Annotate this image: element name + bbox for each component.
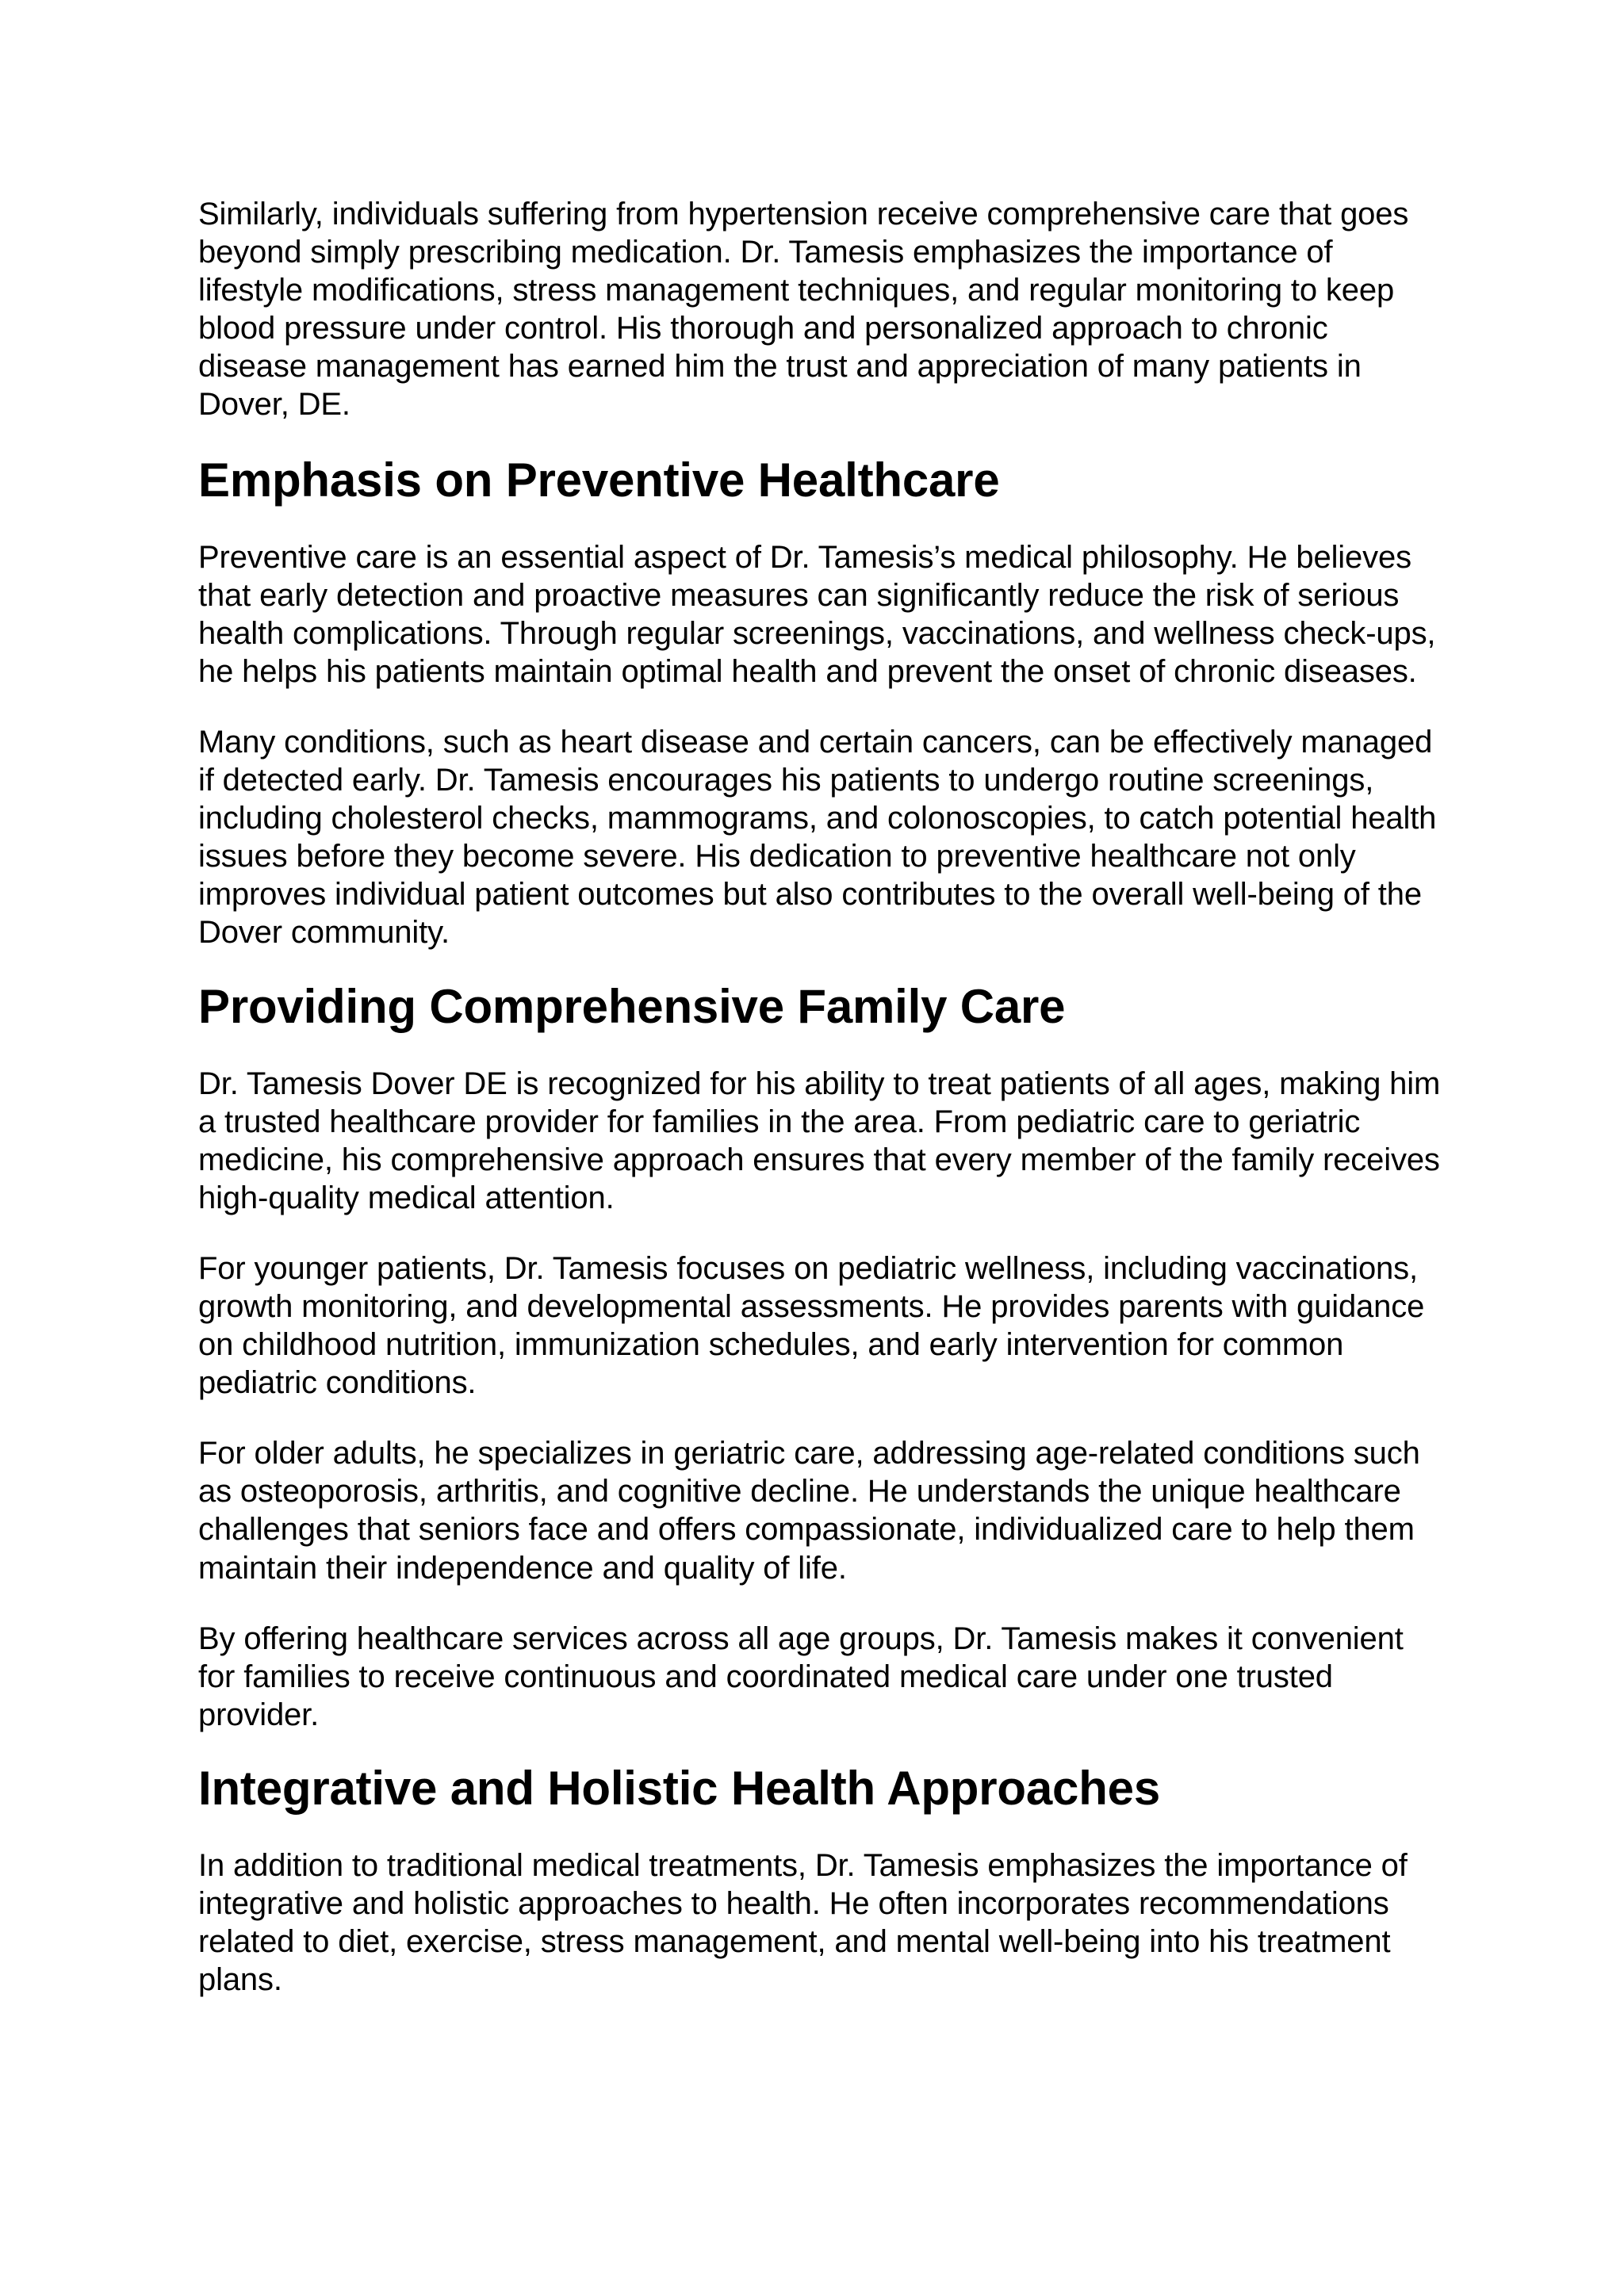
paragraph-preventive-2: Many conditions, such as heart disease and certain cancers, can be effectively managed if detected early. Dr. Tamesis encourages his patients to undergo routine screenings, including cholesterol checks, mammograms, and colonoscopies, to catch potential health issues before they become severe. His dedication to preventive healthcare not only improves individual patient outcomes but also contributes to the overall well-being of the Dover community. [198, 724, 1437, 951]
intro-paragraph: Similarly, individuals suffering from hypertension receive comprehensive care that goes beyond simply prescribing medication. Dr. Tamesis emphasizes the importance of lifestyle modifications, stress management techniques, and regular monitoring to keep blood pressure under control. His thorough and personalized approach to chronic disease management has earned him the trust and appreciation of many patients in Dover, DE. [198, 197, 1409, 423]
paragraph-family-3: For older adults, he specializes in geriatric care, addressing age-related conditions such as osteoporosis, arthritis, and cognitive decline. He understands the unique healthcare challenges that seniors face and offers compassionate, individualized care to help them maintain their independence and quality of life. [198, 1436, 1420, 1586]
section-heading-family-care: Providing Comprehensive Family Care [198, 979, 1066, 1033]
paragraph-preventive-1: Preventive care is an essential aspect of Dr. Tamesis’s medical philosophy. He believes that early detection and proactive measures can significantly reduce the risk of serious health complications. Through regular screenings, vaccinations, and wellness check-ups, he helps his patients maintain optimal health and prevent the onset of chronic diseases. [198, 539, 1436, 689]
section-heading-holistic-health: Integrative and Holistic Health Approaches [198, 1761, 1160, 1815]
section-heading-preventive-healthcare: Emphasis on Preventive Healthcare [198, 453, 1000, 507]
document-page [198, 195, 1443, 1999]
paragraph-family-2: For younger patients, Dr. Tamesis focuses on pediatric wellness, including vaccinations, growth monitoring, and developmental assessments. He provides parents with guidance on childhood nutrition, immunization schedules, and early intervention for common pediatric conditions. [198, 1250, 1425, 1401]
paragraph-family-1: Dr. Tamesis Dover DE is recognized for his ability to treat patients of all ages, making him a trusted healthcare provider for families in the area. From pediatric care to geriatric medicine, his comprehensive approach ensures that every member of the family receives high-quality medical attention. [198, 1066, 1441, 1215]
paragraph-family-4: By offering healthcare services across all age groups, Dr. Tamesis makes it convenient for families to receive continuous and coordinated medical care under one trusted provider. [198, 1621, 1404, 1732]
paragraph-holistic-1: In addition to traditional medical treatments, Dr. Tamesis emphasizes the importance of integrative and holistic approaches to health. He often incorporates recommendations related to diet, exercise, stress management, and mental well-being into his treatment plans. [198, 1847, 1408, 1998]
